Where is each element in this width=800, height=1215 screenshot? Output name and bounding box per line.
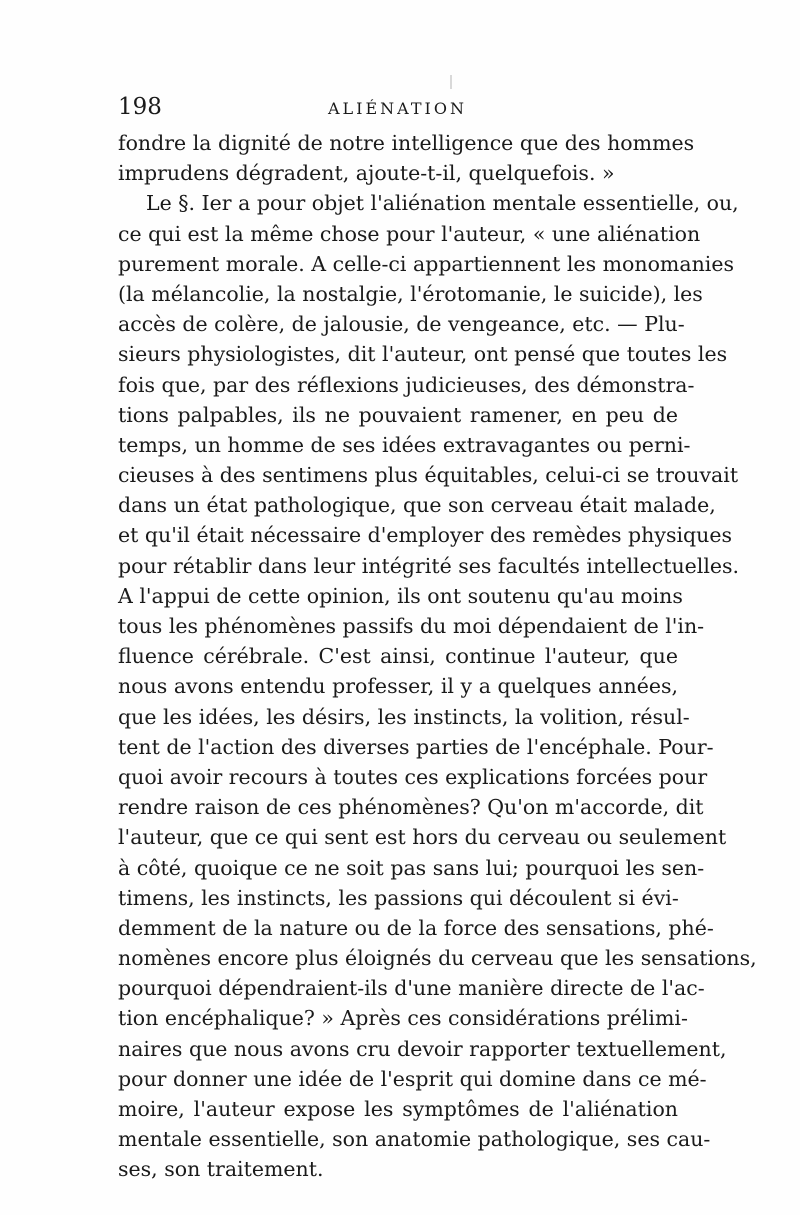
- text-line: nomènes encore plus éloignés du cerveau que les sensations,: [118, 946, 757, 971]
- text-line: que les idées, les désirs, les instincts, la volition, résul-: [118, 704, 690, 729]
- text-line: quoi avoir recours à toutes ces explications forcées pour: [118, 764, 708, 789]
- text-line: (la mélancolie, la nostalgie, l'érotomanie, le suicide), les: [118, 281, 703, 306]
- running-title: ALIÉNATION: [328, 99, 467, 118]
- text-line: ses, son traitement.: [118, 1157, 324, 1182]
- text-line: ce qui est la même chose pour l'auteur, « une aliénation: [118, 221, 701, 246]
- text-line: pour rétablir dans leur intégrité ses facultés intellectuelles.: [118, 553, 740, 578]
- text-line: tion encéphalique? » Après ces considérations prélimi-: [118, 1006, 688, 1031]
- text-line: naires que nous avons cru devoir rapporter textuellement,: [118, 1036, 727, 1061]
- text-line: fluence cérébrale. C'est ainsi, continue l'auteur, que: [118, 644, 678, 669]
- text-line: et qu'il était nécessaire d'employer des remèdes physiques: [118, 523, 733, 548]
- text-line: à côté, quoique ce ne soit pas sans lui; pourquoi les sen-: [118, 855, 705, 880]
- text-line: tions palpables, ils ne pouvaient ramener, en peu de: [118, 402, 678, 427]
- text-line: cieuses à des sentimens plus équitables, celui-ci se trouvait: [118, 463, 739, 488]
- body-text: [118, 128, 757, 1185]
- text-line: tent de l'action des diverses parties de l'encéphale. Pour-: [118, 734, 714, 759]
- text-line: pour donner une idée de l'esprit qui domine dans ce mé-: [118, 1066, 707, 1091]
- text-line: temps, un homme de ses idées extravagantes ou perni-: [118, 432, 691, 457]
- page-number: 198: [118, 94, 162, 120]
- text-line: fondre la dignité de notre intelligence que des hommes: [118, 131, 695, 155]
- text-line: tous les phénomènes passifs du moi dépendaient de l'in-: [118, 614, 705, 638]
- text-line: demment de la nature ou de la force des sensations, phé-: [118, 915, 714, 940]
- text-line: dans un état pathologique, que son cerveau était malade,: [118, 493, 716, 518]
- text-line: l'auteur, que ce qui sent est hors du cerveau ou seulement: [118, 825, 727, 850]
- page-mark: [450, 75, 452, 89]
- text-line: timens, les instincts, les passions qui découlent si évi-: [118, 885, 679, 910]
- text-line: accès de colère, de jalousie, de vengeance, etc. — Plu-: [118, 312, 685, 337]
- text-line: pourquoi dépendraient-ils d'une manière directe de l'ac-: [118, 976, 705, 1001]
- text-line: Le §. Ier a pour objet l'aliénation mentale essentielle, ou,: [146, 191, 739, 216]
- text-line: purement morale. A celle-ci appartiennent les monomanies: [118, 251, 735, 276]
- page-header: [118, 92, 678, 122]
- text-line: sieurs physiologistes, dit l'auteur, ont pensé que toutes les: [118, 342, 728, 367]
- text-line: mentale essentielle, son anatomie pathologique, ses cau-: [118, 1127, 711, 1152]
- text-line: imprudens dégradent, ajoute-t-il, quelquefois. »: [118, 161, 615, 186]
- text-line: fois que, par des réflexions judicieuses, des démonstra-: [118, 372, 695, 397]
- text-line: A l'appui de cette opinion, ils ont soutenu qu'au moins: [118, 583, 683, 608]
- text-line: rendre raison de ces phénomènes? Qu'on m'accorde, dit: [118, 795, 704, 820]
- text-line: moire, l'auteur expose les symptômes de l'aliénation: [118, 1097, 678, 1121]
- text-line: nous avons entendu professer, il y a quelques années,: [118, 674, 678, 699]
